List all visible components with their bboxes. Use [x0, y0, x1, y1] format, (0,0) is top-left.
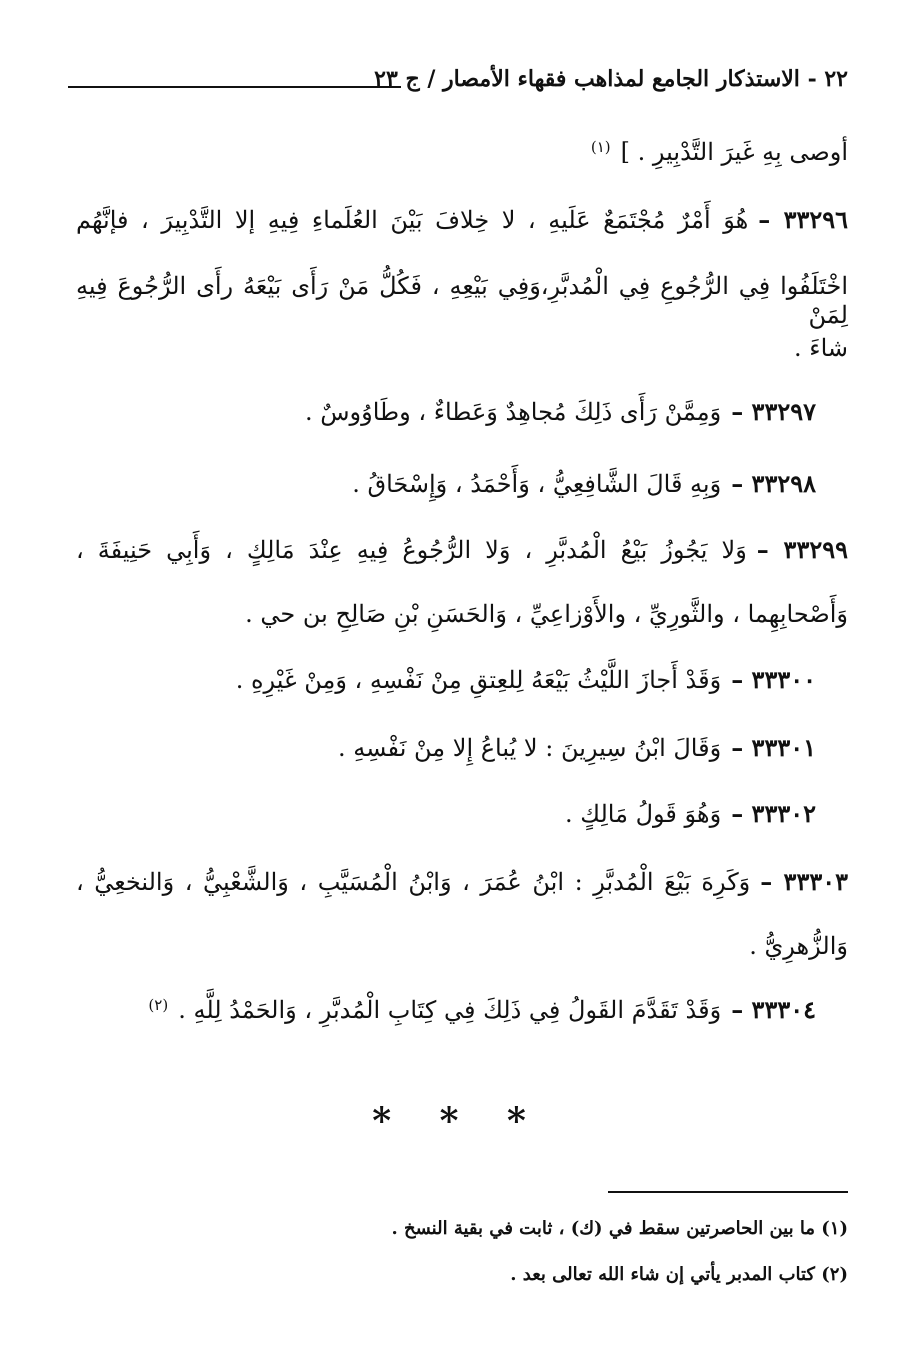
- paragraph-line: [245, 600, 848, 629]
- paragraph-number: ٣٣٢٩٧ –: [731, 397, 816, 426]
- paragraph-number: ٣٣٢٩٩ –: [756, 535, 848, 564]
- paragraph-line: [76, 272, 848, 330]
- paragraph-line: [76, 868, 848, 897]
- running-header: [68, 66, 848, 106]
- line-text: وَكَرِهَ بَيْعَ الْمُدبَّرِ : ابْنُ عُمَرَ ، وَابْنُ الْمُسَيَّبِ ، وَالشَّعْبِيُّ ، وَالنخعِيُّ ،: [76, 868, 751, 896]
- paragraph-number: ٣٣٢٩٦ –: [758, 205, 849, 234]
- line-text: شاءَ .: [794, 334, 848, 362]
- paragraph-line: [749, 932, 848, 961]
- line-text: وَقَدْ أَجازَ اللَّيْثُ بَيْعَهُ لِلعِتقِ مِنْ نَفْسِهِ ، وَمِنْ غَيْرِهِ .: [235, 666, 722, 694]
- paragraph-line: [76, 206, 848, 235]
- paragraph-number: ٣٣٣٠٤ –: [731, 995, 816, 1024]
- paragraph-number: ٣٣٣٠١ –: [731, 733, 816, 762]
- footnote-ref: (٢): [148, 996, 169, 1014]
- text-line: [591, 138, 848, 167]
- footnote-1: (١) ما بين الحاصرتين سقط في (ك) ، ثابت في بقية النسخ .: [391, 1218, 848, 1239]
- line-text: وَمِمَّنْ رَأَى ذَلِكَ مُجاهِدٌ وَعَطاءٌ ، وطَاوُوسٌ .: [304, 398, 722, 426]
- footnote-2: (٢) كتاب المدبر يأتي إن شاء الله تعالى بعد .: [510, 1264, 848, 1285]
- paragraph-number: ٣٣٣٠٠ –: [731, 665, 816, 694]
- line-text: وَهُوَ قَولُ مَالِكٍ .: [565, 800, 722, 828]
- line-text: هُوَ أَمْرٌ مُجْتَمَعٌ عَلَيهِ ، لا خِلافَ بَيْنَ العُلَماءِ فِيهِ إلا التَّدْبِيرَ ، فإنَّهُم: [76, 206, 749, 234]
- line-text: وَلا يَجُوزُ بَيْعُ الْمُدبَّرِ ، وَلا الرُّجُوعُ فِيهِ عِنْدَ مَالِكٍ ، وَأَبِي حَنِيفَةَ ،: [76, 536, 747, 564]
- line-text: وَقَالَ ابْنُ سِيرِينَ : لا يُباعُ إِلا مِنْ نَفْسِهِ .: [338, 734, 722, 762]
- line-text: وَالزُّهرِيُّ .: [749, 932, 848, 960]
- header-title: ٢٢ - الاستذكار الجامع لمذاهب فقهاء الأمصار / ج ٢٣: [374, 66, 848, 92]
- paragraph-number: ٣٣٢٩٨ –: [731, 469, 816, 498]
- paragraph-line: [76, 536, 848, 565]
- line-text: وَأَصْحابِهِما ، والثَّورِيِّ ، والأَوْزاعِيِّ ، وَالحَسَنِ بْنِ صَالِحِ بن حي .: [245, 600, 848, 628]
- paragraph-line: [148, 996, 816, 1025]
- line-text: أوصى بِهِ غَيرَ التَّدْبِيرِ . ]: [620, 138, 848, 166]
- line-text: وَقَدْ تَقَدَّمَ القَولُ فِي ذَلِكَ فِي كِتَابِ الْمُدبَّرِ ، وَالحَمْدُ لِلَّهِ .: [178, 996, 722, 1024]
- paragraph-line: [565, 800, 816, 829]
- line-text: وَبِهِ قَالَ الشَّافِعِيُّ ، وَأَحْمَدُ ، وَإِسْحَاقُ .: [352, 470, 722, 498]
- paragraph-line: [794, 334, 848, 363]
- paragraph-number: ٣٣٣٠٣ –: [760, 867, 848, 896]
- section-separator: * * *: [372, 1100, 544, 1142]
- line-text: اخْتَلَفُوا فِي الرُّجُوعِ فِي الْمُدبَّرِ،وَفِي بَيْعِهِ ، فَكُلُّ مَنْ رَأَى بَيْعَهُ رأَى الرُّجُوعَ فِيهِ لِمَنْ: [76, 272, 848, 329]
- paragraph-number: ٣٣٣٠٢ –: [731, 799, 816, 828]
- footnote-ref: (١): [590, 138, 611, 156]
- paragraph-line: [338, 734, 816, 763]
- header-rule: [68, 86, 401, 88]
- footnote-rule: [608, 1191, 848, 1193]
- paragraph-line: [236, 666, 816, 695]
- paragraph-line: [305, 398, 816, 427]
- paragraph-line: [352, 470, 816, 499]
